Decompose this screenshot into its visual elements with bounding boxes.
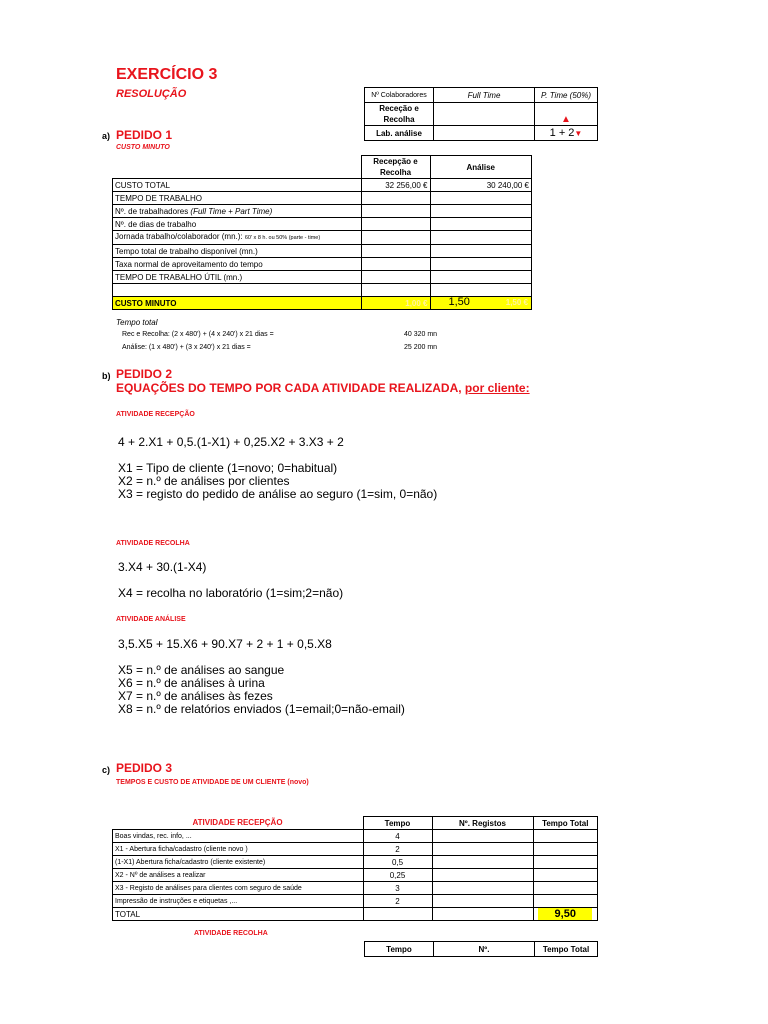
row-value-rec: 32 256,00 € bbox=[361, 179, 430, 192]
row-label: Impressão de instruções e etiquetas ,... bbox=[113, 895, 364, 908]
calc-rec-label: Rec e Recolha: (2 x 480') + (4 x 240') x 21 dias = bbox=[122, 331, 274, 338]
page-subtitle: RESOLUÇÃO bbox=[116, 88, 187, 100]
row-value-rec bbox=[361, 245, 430, 258]
pedido1-subtitle: CUSTO MINUTO bbox=[116, 144, 170, 151]
legend-item: X4 = recolha no laboratório (1=sim;2=não) bbox=[118, 586, 344, 600]
calc-an-label: Análise: (1 x 480') + (3 x 240') x 21 dias = bbox=[122, 344, 251, 351]
table-row bbox=[113, 245, 532, 258]
row-total bbox=[533, 869, 598, 882]
table-row bbox=[113, 231, 532, 245]
table-corner bbox=[113, 156, 362, 179]
row-value-an bbox=[430, 284, 532, 297]
row-tempo: 4 bbox=[363, 830, 432, 843]
recolha-table-title: ATIVIDADE RECOLHA bbox=[194, 930, 268, 937]
row-registos bbox=[432, 882, 533, 895]
row-label: Tempo total de trabalho disponível (mn.) bbox=[113, 245, 362, 258]
row-label bbox=[113, 284, 362, 297]
rececao-title: ATIVIDADE RECEPÇÃO bbox=[116, 411, 195, 418]
table-row bbox=[113, 179, 532, 192]
recolha-col-tempo: Tempo bbox=[365, 942, 434, 957]
recolha-equation: 3.X4 + 30.(1-X4) bbox=[118, 560, 207, 574]
collaborators-table bbox=[364, 87, 598, 141]
table-row bbox=[113, 895, 598, 908]
collab-cell bbox=[434, 103, 535, 126]
pedido1-title: PEDIDO 1 bbox=[116, 128, 173, 142]
collab-cell-value: 1 + 2▼ bbox=[535, 126, 598, 141]
total-row bbox=[113, 908, 598, 921]
table-row bbox=[113, 869, 598, 882]
row-label: X1 - Abertura ficha/cadastro (cliente novo ) bbox=[113, 843, 364, 856]
col-analise: Análise bbox=[430, 156, 532, 179]
custo-minuto-row bbox=[113, 297, 532, 310]
legend-item: X6 = n.º de análises à urina bbox=[118, 676, 265, 690]
col-rececao: Recepção e Recolha bbox=[361, 156, 430, 179]
row-value-an bbox=[430, 271, 532, 284]
col-registos: Nº. Registos bbox=[432, 817, 533, 830]
pedido3-title: PEDIDO 3 bbox=[116, 761, 173, 775]
custo-minuto-label: CUSTO MINUTO bbox=[113, 297, 362, 310]
collab-header-full-time: Full Time bbox=[434, 88, 535, 103]
row-value-an bbox=[430, 192, 532, 205]
row-label: Taxa normal de aproveitamento do tempo bbox=[113, 258, 362, 271]
total-registos bbox=[432, 908, 533, 921]
table-row bbox=[113, 830, 598, 843]
row-registos bbox=[432, 843, 533, 856]
recolha-col-num: Nº. bbox=[434, 942, 535, 957]
row-registos bbox=[432, 856, 533, 869]
table-row bbox=[113, 856, 598, 869]
table-row bbox=[113, 271, 532, 284]
arrow-down-icon: ▼ bbox=[574, 128, 583, 138]
row-total bbox=[533, 856, 598, 869]
collab-row-rececao: Receção e Recolha bbox=[365, 103, 434, 126]
row-label: TEMPO DE TRABALHO bbox=[113, 192, 362, 205]
table-row bbox=[113, 258, 532, 271]
analise-legend bbox=[118, 664, 405, 716]
row-value-an bbox=[430, 231, 532, 245]
total-tempo bbox=[363, 908, 432, 921]
custo-minuto-rec: 1,00 € bbox=[361, 297, 430, 310]
row-tempo: 2 bbox=[363, 895, 432, 908]
legend-item: X1 = Tipo de cliente (1=novo; 0=habitual) bbox=[118, 461, 338, 475]
table-row bbox=[113, 192, 532, 205]
recolha-col-total: Tempo Total bbox=[535, 942, 598, 957]
pedido2-heading: EQUAÇÕES DO TEMPO POR CADA ATIVIDADE REALIZADA, por cliente: bbox=[116, 381, 530, 395]
row-value-an bbox=[430, 245, 532, 258]
calc-rec-value: 40 320 mn bbox=[404, 331, 438, 338]
row-value-rec bbox=[361, 258, 430, 271]
row-registos bbox=[432, 869, 533, 882]
row-value-an bbox=[430, 258, 532, 271]
row-value-an bbox=[430, 205, 532, 218]
row-label: Jornada trabalho/colaborador (mn.): 60' x 8 h. ou 50% (parte - time) bbox=[113, 231, 362, 245]
row-total bbox=[533, 843, 598, 856]
row-registos bbox=[432, 830, 533, 843]
collab-cell bbox=[434, 126, 535, 141]
row-registos bbox=[432, 895, 533, 908]
recolha-legend bbox=[118, 587, 343, 600]
recolha-table bbox=[364, 941, 598, 957]
row-total bbox=[533, 830, 598, 843]
collab-row-lab: Lab. análise bbox=[365, 126, 434, 141]
analise-title: ATIVIDADE ANÁLISE bbox=[116, 616, 186, 623]
row-value-rec bbox=[361, 205, 430, 218]
analise-equation: 3,5.X5 + 15.X6 + 90.X7 + 2 + 1 + 0,5.X8 bbox=[118, 637, 332, 651]
collab-cell-arrow-up: ▲ bbox=[535, 103, 598, 126]
total-value: 9,50 bbox=[533, 908, 598, 921]
row-value-rec bbox=[361, 284, 430, 297]
table-row bbox=[113, 218, 532, 231]
row-total bbox=[533, 882, 598, 895]
row-tempo: 0,25 bbox=[363, 869, 432, 882]
row-label: CUSTO TOTAL bbox=[113, 179, 362, 192]
row-label: Nº. de trabalhadores (Full Time + Part Time) bbox=[113, 205, 362, 218]
row-label: Nº. de dias de trabalho bbox=[113, 218, 362, 231]
rececao-equation: 4 + 2.X1 + 0,5.(1-X1) + 0,25.X2 + 3.X3 + 2 bbox=[118, 435, 344, 449]
page-title: EXERCÍCIO 3 bbox=[116, 66, 218, 83]
row-label: X2 - Nº de análises a realizar bbox=[113, 869, 364, 882]
row-value-an: 30 240,00 € bbox=[430, 179, 532, 192]
legend-item: X5 = n.º de análises ao sangue bbox=[118, 663, 285, 677]
table-row bbox=[113, 843, 598, 856]
row-value-an bbox=[430, 218, 532, 231]
pedido2-title: PEDIDO 2 bbox=[116, 367, 173, 381]
pedido3-subtitle: TEMPOS E CUSTO DE ATIVIDADE DE UM CLIENTE (novo) bbox=[116, 779, 309, 786]
recolha-title: ATIVIDADE RECOLHA bbox=[116, 540, 190, 547]
table-row bbox=[113, 284, 532, 297]
legend-item: X3 = registo do pedido de análise ao seguro (1=sim, 0=não) bbox=[118, 487, 438, 501]
legend-item: X7 = n.º de análises às fezes bbox=[118, 689, 273, 703]
row-total bbox=[533, 895, 598, 908]
pedido1-letter: a) bbox=[102, 131, 111, 141]
legend-item: X8 = n.º de relatórios enviados (1=email;0=não-email) bbox=[118, 702, 405, 716]
pedido2-letter: b) bbox=[102, 371, 111, 381]
row-tempo: 3 bbox=[363, 882, 432, 895]
row-value-rec bbox=[361, 218, 430, 231]
row-tempo: 2 bbox=[363, 843, 432, 856]
rececao-legend bbox=[118, 462, 437, 501]
row-value-rec bbox=[361, 231, 430, 245]
row-label: Boas vindas, rec. info, ... bbox=[113, 830, 364, 843]
custo-minuto-an: 1,50 1,50 € bbox=[430, 297, 532, 310]
collab-header-part-time: P. Time (50%) bbox=[535, 88, 598, 103]
calc-an-value: 25 200 mn bbox=[404, 344, 438, 351]
table-row bbox=[113, 205, 532, 218]
col-tempo: Tempo bbox=[363, 817, 432, 830]
row-label: X3 - Registo de análises para clientes com seguro de saúde bbox=[113, 882, 364, 895]
rececao-table-head: ATIVIDADE RECEPÇÃO bbox=[113, 817, 364, 830]
pedido3-letter: c) bbox=[102, 765, 111, 775]
rececao-table bbox=[112, 816, 598, 921]
table-row bbox=[113, 882, 598, 895]
legend-item: X2 = n.º de análises por clientes bbox=[118, 474, 290, 488]
row-label: TEMPO DE TRABALHO ÚTIL (mn.) bbox=[113, 271, 362, 284]
col-tempo-total: Tempo Total bbox=[533, 817, 598, 830]
row-tempo: 0,5 bbox=[363, 856, 432, 869]
tempo-total-label: Tempo total bbox=[116, 318, 158, 327]
row-value-rec bbox=[361, 271, 430, 284]
collab-header-label: Nº Colaboradores bbox=[365, 88, 434, 103]
total-label: TOTAL bbox=[113, 908, 364, 921]
row-value-rec bbox=[361, 192, 430, 205]
row-label: (1-X1) Abertura ficha/cadastro (cliente existente) bbox=[113, 856, 364, 869]
custo-minuto-table bbox=[112, 155, 532, 310]
